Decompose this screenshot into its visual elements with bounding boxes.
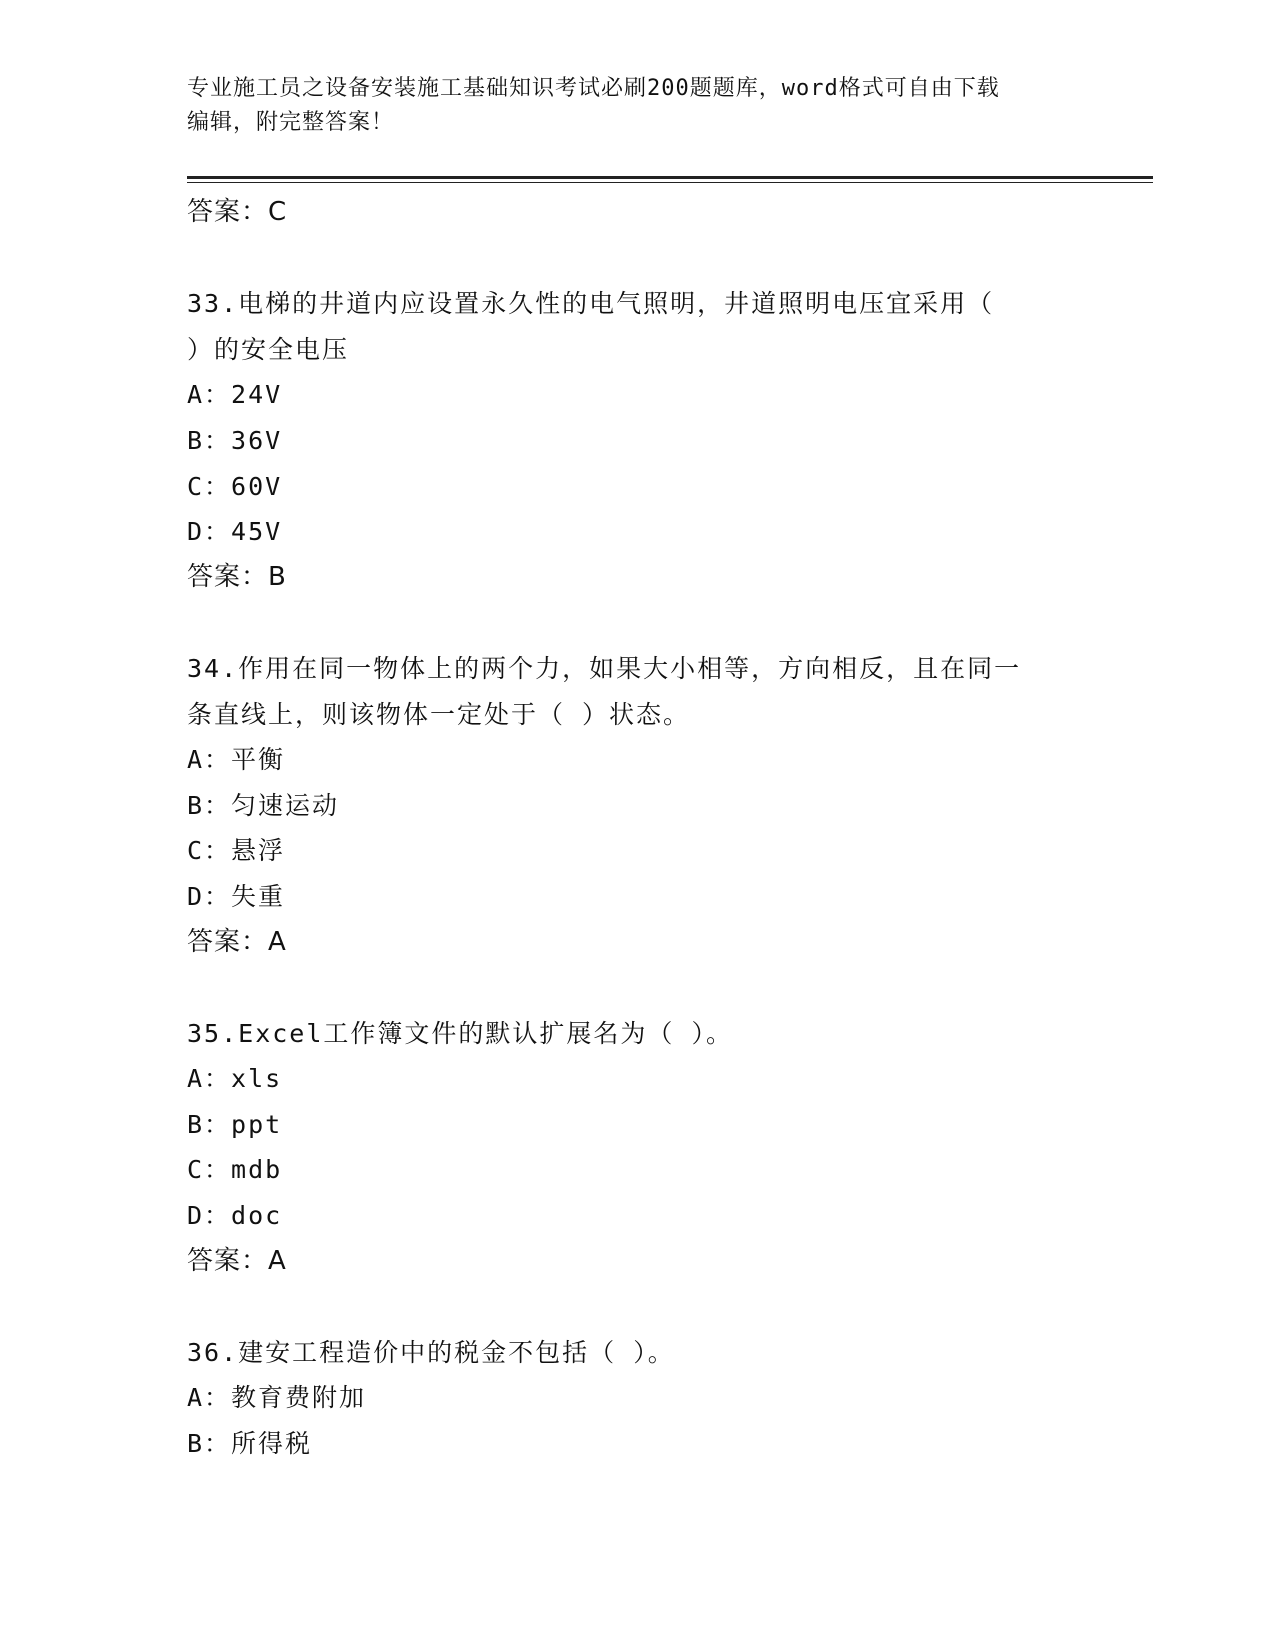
- answer: 答案：A: [187, 926, 287, 957]
- option-d: D：45V: [187, 517, 283, 547]
- header-title-line-1: 专业施工员之设备安装施工基础知识考试必刷200题题库，word格式可自由下载: [187, 76, 1000, 101]
- question-stem: 33.电梯的井道内应设置永久性的电气照明，井道照明电压宜采用（: [187, 289, 995, 319]
- option-d: D：失重: [187, 881, 286, 911]
- option-c: C：60V: [187, 471, 283, 501]
- option-b: B：ppt: [187, 1109, 283, 1139]
- question-stem: ）的安全电压: [187, 334, 350, 364]
- header-title-line-2: 编辑，附完整答案！: [187, 110, 395, 135]
- option-b: B：36V: [187, 425, 283, 455]
- option-c: C：mdb: [187, 1155, 283, 1185]
- option-b: B：所得税: [187, 1429, 313, 1459]
- option-a: A：平衡: [187, 745, 286, 775]
- question-list: [187, 190, 1087, 1467]
- answer: 答案：B: [187, 561, 287, 592]
- question-stem: 条直线上，则该物体一定处于（ ）状态。: [187, 699, 691, 729]
- option-a: A：教育费附加: [187, 1383, 367, 1413]
- question-36: [187, 1330, 1087, 1467]
- option-c: C：悬浮: [187, 836, 286, 866]
- question-stem: 35.Excel工作簿文件的默认扩展名为（ ）。: [187, 1018, 733, 1048]
- document-header: [187, 72, 1087, 140]
- previous-answer: 答案：C: [187, 197, 288, 227]
- option-a: A：xls: [187, 1064, 283, 1094]
- question-stem: 34.作用在同一物体上的两个力，如果大小相等，方向相反，且在同一: [187, 653, 1022, 683]
- question-34: [187, 646, 1087, 965]
- header-divider-thin: [187, 182, 1153, 183]
- question-stem: 36.建安工程造价中的税金不包括（ ）。: [187, 1337, 675, 1367]
- option-b: B：匀速运动: [187, 790, 340, 820]
- header-divider-thick: [187, 176, 1153, 179]
- option-a: A：24V: [187, 380, 283, 410]
- question-35: [187, 1011, 1087, 1285]
- question-33: [187, 281, 1087, 600]
- option-d: D：doc: [187, 1201, 283, 1231]
- answer: 答案：A: [187, 1245, 287, 1276]
